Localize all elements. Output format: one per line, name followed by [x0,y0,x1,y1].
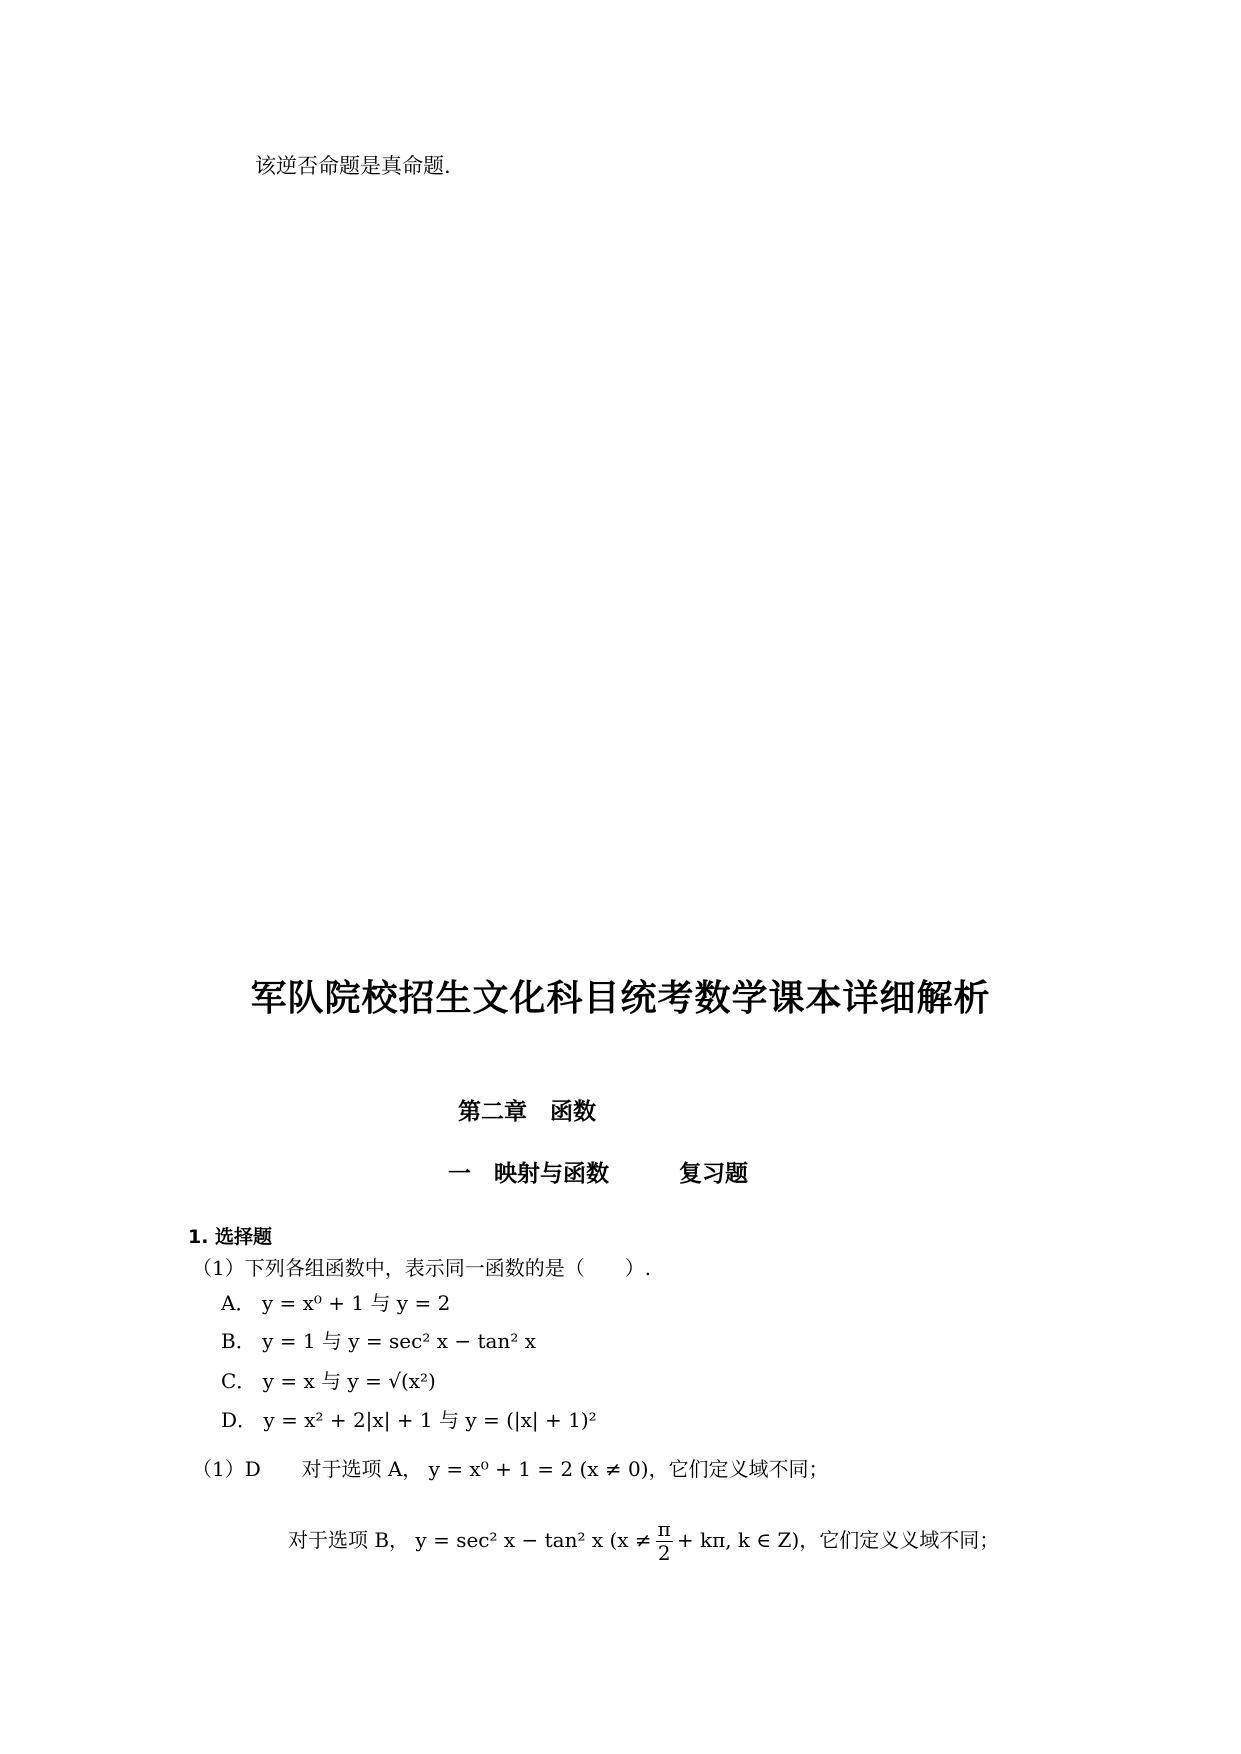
option-b [221,1325,536,1354]
fraction-denominator: 2 [657,1541,671,1565]
intro-text: 该逆否命题是真命题. [255,154,451,178]
answer-expression-tail: + kπ, k ∈ Z) [676,1528,800,1552]
option-letter: A． [221,1291,256,1315]
answer-line-1 [192,1453,829,1482]
answer-suffix: ，它们定义义域不同； [799,1528,1000,1552]
answer-suffix: ，它们定义域不同； [648,1457,829,1481]
option-letter: B． [221,1329,256,1353]
option-letter: D． [221,1408,258,1432]
option-expression: y = 1 与 y = sec² x − tan² x [262,1329,536,1353]
answer-prefix: 对于选项 B， [288,1528,410,1552]
question-header: 1. 选择题 [188,1226,273,1248]
option-c [221,1365,436,1394]
chapter-heading: 第二章 函数 [458,1099,596,1125]
pi-over-2-fraction [656,1518,673,1565]
document-title: 军队院校招生文化科目统考数学课本详细解析 [250,978,991,1019]
option-a [221,1287,450,1316]
option-expression: y = x⁰ + 1 与 y = 2 [261,1291,451,1315]
fraction-numerator: π [657,1517,671,1541]
section-name: 一 映射与函数 [448,1161,609,1187]
option-d [221,1404,597,1433]
option-expression: y = x² + 2|x| + 1 与 y = (|x| + 1)² [263,1408,597,1432]
section-label: 复习题 [679,1161,748,1187]
answer-expression: y = sec² x − tan² x (x ≠ [415,1528,652,1552]
answer-line-2 [288,1518,999,1565]
section-heading [448,1155,748,1188]
answer-prefix: 对于选项 A， [301,1457,423,1481]
option-expression: y = x 与 y = √(x²) [262,1369,436,1393]
option-letter: C． [221,1369,257,1393]
question-stem: （1）下列各组函数中，表示同一函数的是（ ）. [192,1256,652,1280]
answer-label: （1）D [192,1457,261,1481]
answer-expression: y = x⁰ + 1 = 2 (x ≠ 0) [428,1457,649,1481]
